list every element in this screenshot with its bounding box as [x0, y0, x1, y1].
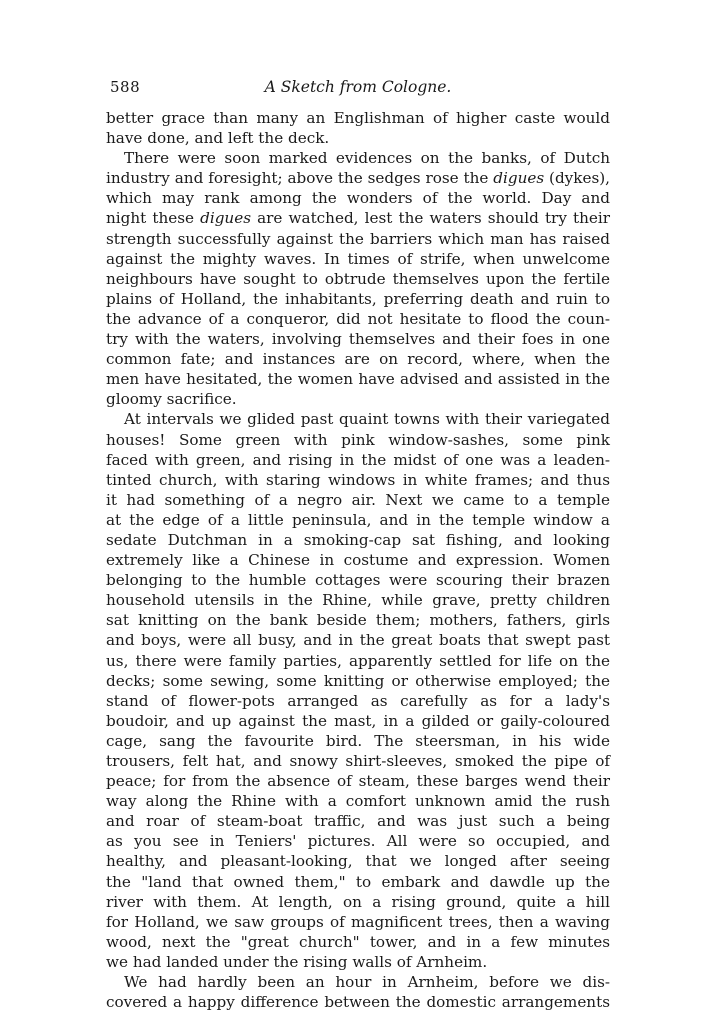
text-line: industry and foresight; above the sedges rose the digues (dykes), [106, 169, 610, 188]
text-line: At intervals we glided past quaint towns with their variegated [124, 410, 610, 429]
text-line: for Holland, we saw groups of magnificent trees, then a waving [106, 912, 610, 931]
text-line: river with them. At length, on a rising ground, quite a hill [106, 892, 610, 911]
text-line: peace; for from the absence of steam, these barges wend their [106, 772, 610, 791]
text-line: as you see in Teniers' pictures. All were so occupied, and [106, 832, 610, 851]
text-line: wood, next the "great church" tower, and in a few minutes [106, 932, 610, 951]
text-line: we had landed under the rising walls of Arnheim. [106, 952, 488, 971]
text-line: the advance of a conqueror, did not hesitate to flood the coun- [106, 309, 610, 328]
text-line: healthy, and pleasant-looking, that we longed after seeing [106, 852, 610, 871]
text-line: and boys, were all busy, and in the great boats that swept past [106, 631, 610, 650]
page-number: 588 [110, 78, 141, 96]
text-line: which may rank among the wonders of the world. Day and [106, 189, 610, 208]
text-line: try with the waters, involving themselves and their foes in one [106, 330, 610, 349]
text-line: houses! Some green with pink window-sashes, some pink [106, 430, 610, 449]
text-line: have done, and left the deck. [106, 129, 330, 148]
text-line: sat knitting on the bank beside them; mothers, fathers, girls [106, 611, 610, 630]
text-line: better grace than many an Englishman of higher caste would [106, 109, 610, 127]
running-title: A Sketch from Cologne. [264, 78, 452, 96]
text-line: belonging to the humble cottages were scouring their brazen [106, 571, 610, 590]
text-line: strength successfully against the barriers which man has raised [106, 229, 610, 248]
text-line: faced with green, and rising in the midst of one was a leaden- [106, 450, 610, 469]
text-line: gloomy sacrifice. [106, 390, 237, 409]
page-header [106, 78, 610, 102]
text-line: neighbours have sought to obtrude themselves upon the fertile [106, 269, 610, 288]
text-line: household utensils in the Rhine, while grave, pretty children [106, 591, 610, 610]
text-line: it had something of a negro air. Next we came to a temple [106, 490, 610, 509]
text-line: sedate Dutchman in a smoking-cap sat fishing, and looking [106, 530, 610, 549]
text-line: decks; some sewing, some knitting or otherwise employed; the [106, 671, 610, 690]
text-line: extremely like a Chinese in costume and expression. Women [106, 551, 610, 570]
text-line: and roar of steam-boat traffic, and was just such a being [106, 812, 610, 831]
text-line: common fate; and instances are on record, where, when the [106, 350, 610, 369]
text-line: night these digues are watched, lest the waters should try their [106, 209, 610, 228]
text-line: the "land that owned them," to embark and dawdle up the [106, 872, 610, 891]
text-line: at the edge of a little peninsula, and in the temple window a [106, 510, 610, 529]
text-line: stand of flower-pots arranged as carefully as for a lady's [106, 691, 610, 710]
text-line: us, there were family parties, apparently settled for life on the [106, 651, 610, 670]
text-line: boudoir, and up against the mast, in a gilded or gaily-coloured [106, 711, 610, 730]
text-line: men have hesitated, the women have advised and assisted in the [106, 370, 610, 389]
text-line: covered a happy difference between the domestic arrangements [106, 993, 610, 1012]
text-line: plains of Holland, the inhabitants, preferring death and ruin to [106, 289, 610, 308]
text-line: We had hardly been an hour in Arnheim, before we dis- [124, 973, 610, 992]
text-line: There were soon marked evidences on the banks, of Dutch [124, 149, 610, 168]
text-line: tinted church, with staring windows in white frames; and thus [106, 470, 610, 489]
text-line: trousers, felt hat, and snowy shirt-sleeves, smoked the pipe of [106, 752, 610, 770]
book-page [106, 78, 610, 1012]
text-line: way along the Rhine with a comfort unknown amid the rush [106, 792, 610, 811]
text-line: cage, sang the favourite bird. The steersman, in his wide [106, 731, 610, 750]
body-text [106, 108, 610, 1012]
text-line: against the mighty waves. In times of strife, when unwelcome [106, 249, 610, 268]
